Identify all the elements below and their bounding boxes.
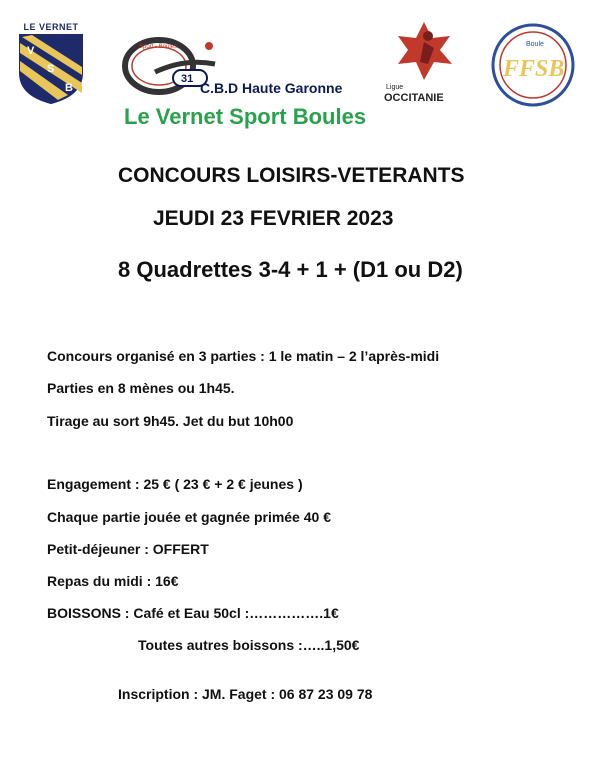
price-line-breakfast: Petit-déjeuner : OFFERT [47, 541, 209, 557]
price-line-drinks: BOISSONS : Café et Eau 50cl :…………….1€ [47, 605, 339, 621]
occitan-cross-icon [388, 18, 460, 88]
event-format: 8 Quadrettes 3-4 + 1 + (D1 ou D2) [118, 257, 463, 282]
occitanie-ligue-text: Ligue [386, 84, 404, 91]
club-logo-text: LE VERNET [23, 22, 79, 32]
price-line-lunch: Repas du midi : 16€ [47, 573, 179, 589]
cbd-number: 31 [181, 73, 194, 85]
shield-letter-s: S [47, 63, 55, 75]
detail-line-tirage: Tirage au sort 9h45. Jet du but 10h00 [47, 413, 294, 429]
ffsb-logo [490, 22, 576, 108]
event-title: CONCOURS LOISIRS-VETERANTS [118, 164, 465, 187]
detail-line-parties: Concours organisé en 3 parties : 1 le matin – 2 l’après-midi [47, 348, 440, 364]
occitanie-label: OCCITANIE [384, 92, 444, 104]
price-line-prime: Chaque partie jouée et gagnée primée 40 € [47, 509, 331, 525]
club-shield-logo [18, 22, 84, 106]
detail-line-menes: Parties en 8 mènes ou 1h45. [47, 380, 235, 396]
shield-icon [18, 33, 84, 105]
cbd-label: C.B.D Haute Garonne [200, 80, 343, 96]
price-line-engagement: Engagement : 25 € ( 23 € + 2 € jeunes ) [47, 476, 303, 492]
price-line-other-drinks: Toutes autres boissons :…..1,50€ [138, 637, 360, 653]
event-date: JEUDI 23 FEVRIER 2023 [153, 207, 394, 230]
shield-letter-v: V [27, 45, 35, 57]
ffsb-small-text: Boule [526, 41, 544, 48]
cbd-logo [115, 28, 345, 108]
ffsb-letters: FFSB [503, 56, 565, 82]
registration-contact: Inscription : JM. Faget : 06 87 23 09 78 [118, 686, 373, 702]
shield-letter-b: B [65, 82, 73, 94]
ffsb-emblem-icon [490, 22, 576, 108]
cbd-ring-text: Sport - Boules [139, 44, 178, 50]
club-name-heading: Le Vernet Sport Boules [124, 104, 367, 129]
